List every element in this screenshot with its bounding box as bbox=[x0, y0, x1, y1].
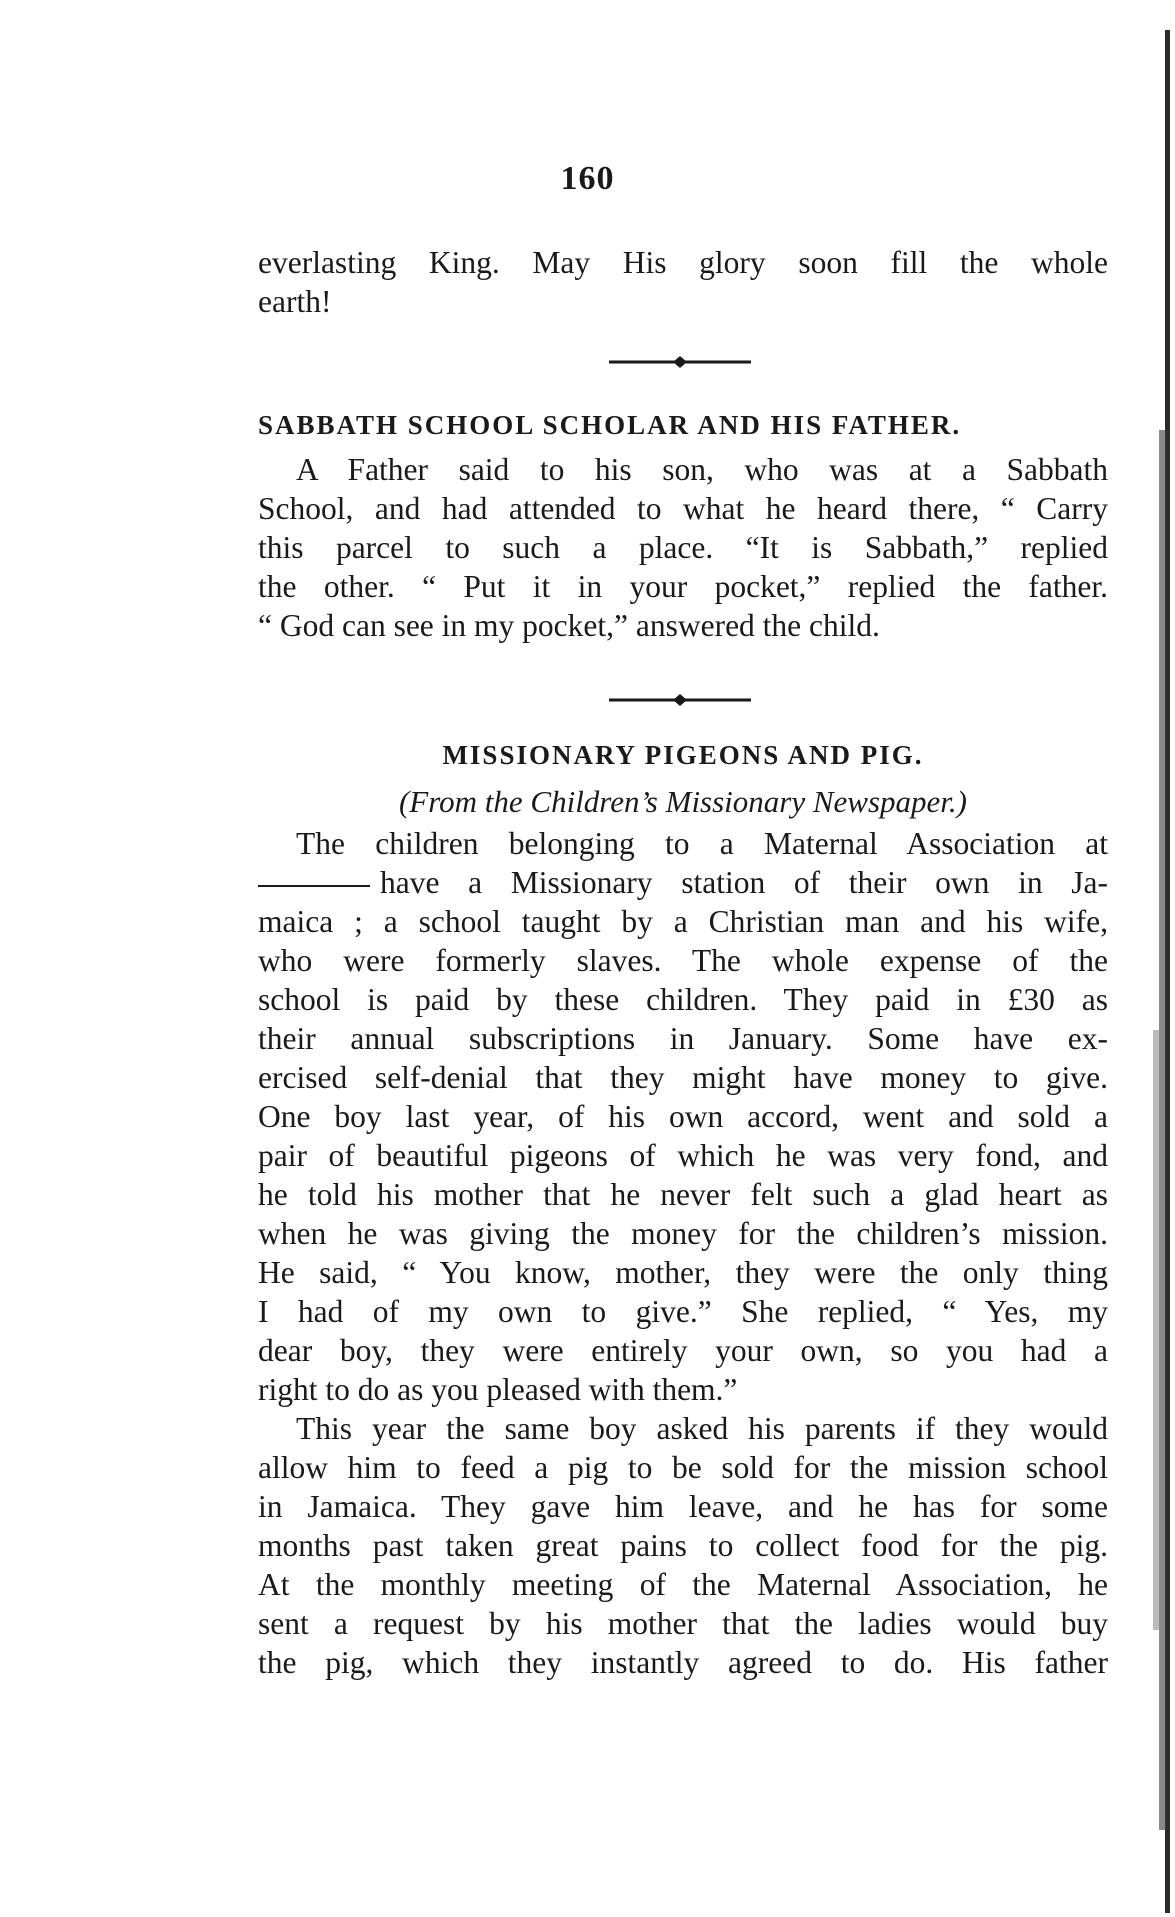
text-line: the other. “ Put it in your pocket,” replied the father. bbox=[258, 569, 1108, 604]
text-line: I had of my own to give.” She replied, “ Yes, my bbox=[258, 1294, 1108, 1329]
section-subheading: (From the Children’s Missionary Newspaper.) bbox=[398, 784, 968, 819]
text-line: One boy last year, of his own accord, went and sold a bbox=[258, 1099, 1108, 1134]
text-line: maica ; a school taught by a Christian man and his wife, bbox=[258, 904, 1108, 939]
text-line: when he was giving the money for the children’s mission. bbox=[258, 1216, 1108, 1251]
text-line: At the monthly meeting of the Maternal Association, he bbox=[258, 1567, 1108, 1602]
text-line: school is paid by these children. They paid in £30 as bbox=[258, 982, 1108, 1017]
section-heading: MISSIONARY PIGEONS AND PIG. bbox=[442, 740, 924, 770]
text-line: allow him to feed a pig to be sold for the mission school bbox=[258, 1450, 1108, 1485]
text-line: ercised self-denial that they might have money to give. bbox=[258, 1060, 1108, 1095]
text-line: their annual subscriptions in January. Some have ex- bbox=[258, 1021, 1108, 1056]
text-line: “ God can see in my pocket,” answered the child. bbox=[258, 608, 880, 643]
text-line: right to do as you pleased with them.” bbox=[258, 1372, 738, 1407]
article-paragraph bbox=[258, 824, 1108, 1682]
page-edge-shadow bbox=[1139, 30, 1175, 1913]
text-line: who were formerly slaves. The whole expense of the bbox=[258, 943, 1108, 978]
text-line: in Jamaica. They gave him leave, and he has for some bbox=[258, 1489, 1108, 1524]
continued-paragraph bbox=[258, 243, 1108, 321]
text-line: He said, “ You know, mother, they were the only thing bbox=[258, 1255, 1108, 1290]
text-line: this parcel to such a place. “It is Sabbath,” replied bbox=[258, 530, 1108, 565]
text-line-with-dash bbox=[258, 863, 1108, 902]
text-line: School, and had attended to what he heard there, “ Carry bbox=[258, 491, 1108, 526]
text-line: months past taken great pains to collect food for the pig. bbox=[258, 1528, 1108, 1563]
anecdote-paragraph bbox=[258, 450, 1108, 645]
text-line: earth! bbox=[258, 284, 332, 319]
text-line: dear boy, they were entirely your own, so you had a bbox=[258, 1333, 1108, 1368]
text-line: he told his mother that he never felt such a glad heart as bbox=[258, 1177, 1108, 1212]
text-line: The children belonging to a Maternal Association at bbox=[296, 826, 1108, 861]
text-line: the pig, which they instantly agreed to do. His father bbox=[258, 1645, 1108, 1680]
omitted-name-dash bbox=[258, 885, 370, 887]
text-line: sent a request by his mother that the ladies would buy bbox=[258, 1606, 1108, 1641]
page-number: 160 bbox=[560, 160, 615, 197]
text-line: everlasting King. May His glory soon fill the whole bbox=[258, 245, 1108, 280]
section-divider bbox=[605, 352, 755, 372]
text-line: have a Missionary station of their own in Ja- bbox=[380, 865, 1108, 900]
section-heading: SABBATH SCHOOL SCHOLAR AND HIS FATHER. bbox=[258, 410, 962, 440]
text-line: This year the same boy asked his parents if they would bbox=[296, 1411, 1108, 1446]
text-line: A Father said to his son, who was at a Sabbath bbox=[296, 452, 1108, 487]
section-divider bbox=[605, 690, 755, 710]
text-line: pair of beautiful pigeons of which he was very fond, and bbox=[258, 1138, 1108, 1173]
